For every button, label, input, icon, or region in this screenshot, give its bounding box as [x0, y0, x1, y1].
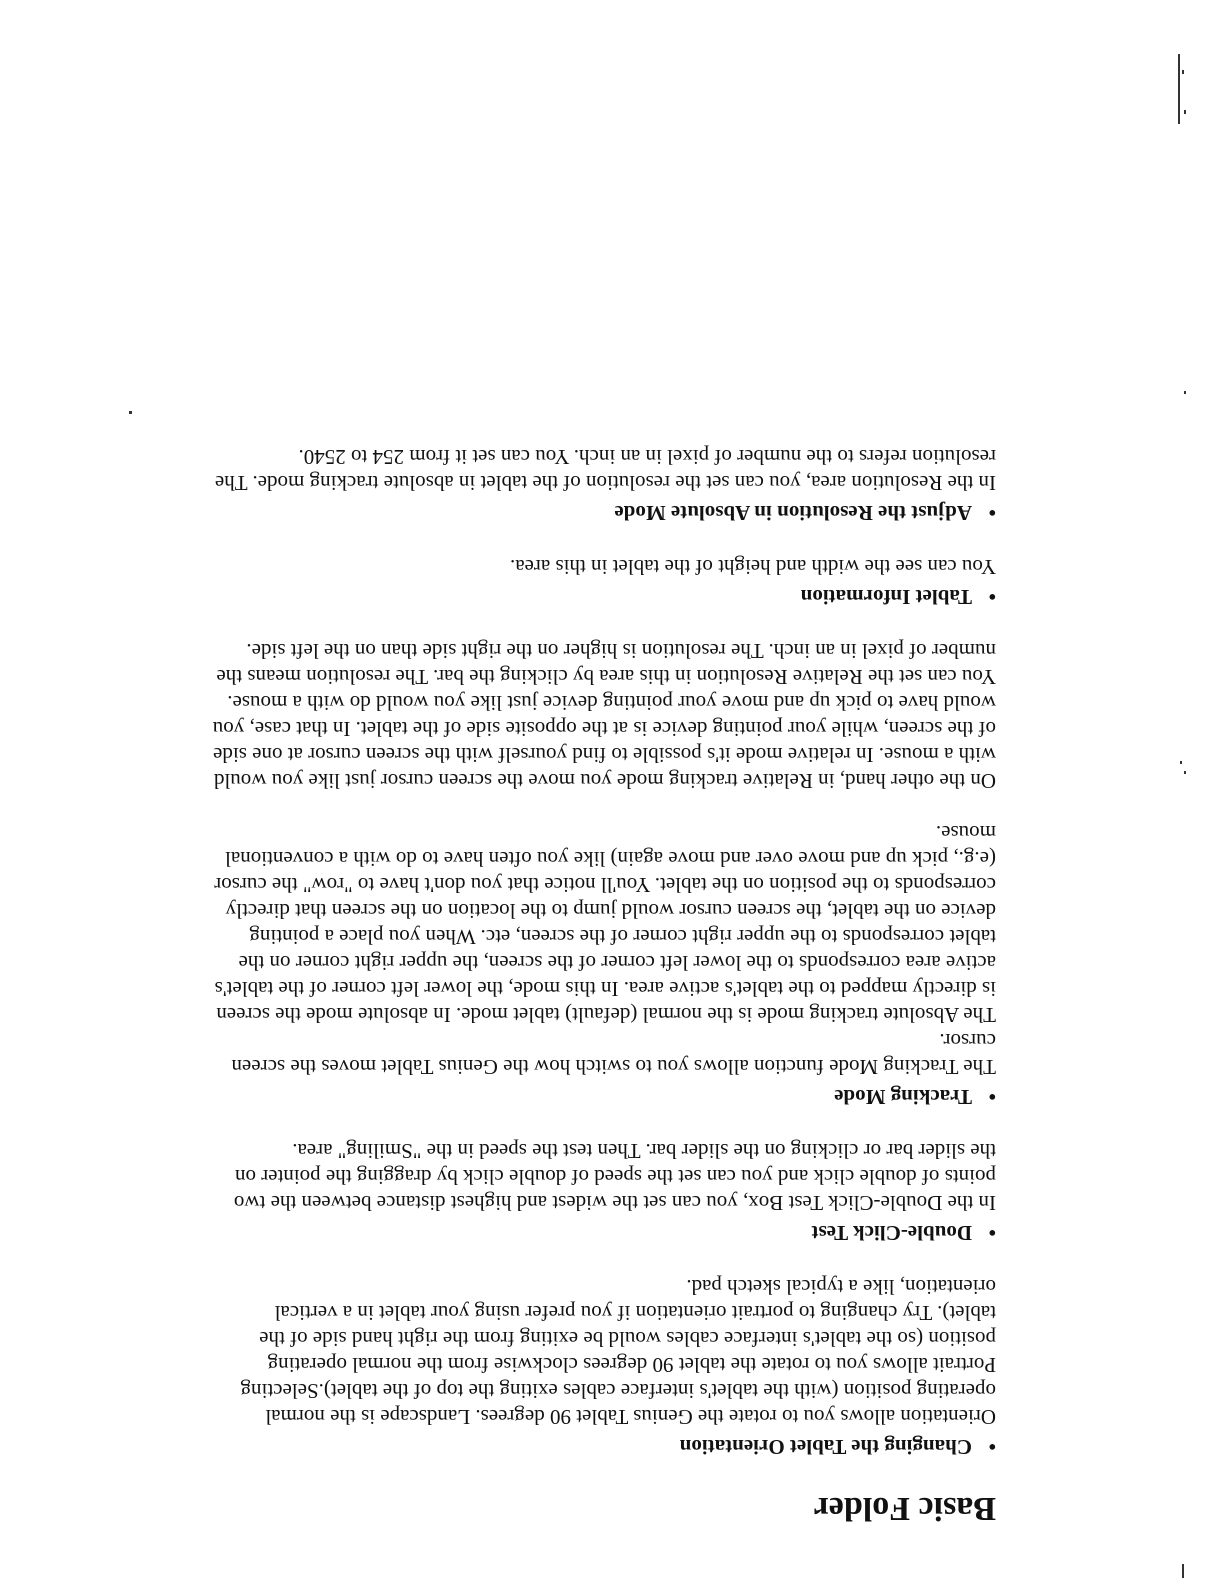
section-heading	[210, 500, 996, 526]
section-heading-text: Adjust the Resolution in Absolute Mode	[614, 501, 972, 525]
paragraph: The Absolute tracking mode is the normal (default) tablet mode. In absolute mode the screen is directly mapped to the tablet's active area. In this mode, the lower left corner of the tablet's active area corresponds to the lower left corner of the screen, the upper right corner on the tablet corresponds to the upper right corner of the screen, etc. When you place a pointing device on the tablet, the screen cursor would jump to the location on the screen that directly corresponds to the position on the tablet. You'll notice that you don't have to "row" the cursor (e.g., pick up and move over and move again) like you often have to do with a conventional mouse.	[214, 821, 996, 1027]
bullet-icon: •	[988, 585, 996, 609]
section-heading-text: Double-Click Test	[811, 1221, 972, 1245]
scan-mark	[1184, 391, 1186, 394]
section-tablet-orientation	[210, 1274, 996, 1460]
paragraph: On the other hand, in Relative tracking mode you move the screen cursor just like you would with a mouse. In relative mode it's possible to find yourself with the screen cursor at one side of the screen, while your pointing device is at the opposite side of the tablet. In that case, you would have to pick up and move your pointing device just like you would do with a mouse. You can set the Relative Resolution in this area by clicking the bar. The resolution means the number of pixel in an inch. The resolution is higher on the right side than on the left side.	[212, 639, 996, 793]
section-heading	[210, 584, 996, 610]
scan-mark	[1184, 110, 1186, 114]
section-heading-text: Tablet Information	[800, 585, 972, 609]
paragraph: You can see the width and height of the tablet in this area.	[510, 555, 996, 579]
bullet-icon: •	[988, 501, 996, 525]
section-tracking-mode	[210, 638, 996, 1110]
section-heading	[210, 1084, 996, 1110]
document-body	[210, 416, 996, 1528]
section-tablet-information	[210, 554, 996, 610]
bullet-icon: •	[988, 1435, 996, 1459]
section-heading	[210, 1434, 996, 1460]
scan-mark	[129, 411, 132, 414]
section-double-click-test	[210, 1138, 996, 1246]
paragraph: The Tracking Mode function allows you to switch how the Genius Tablet moves the screen cursor.	[231, 1029, 996, 1079]
section-absolute-resolution	[210, 444, 996, 526]
section-heading-text: Tracking Mode	[834, 1085, 972, 1109]
paragraph: In the Double-Click Test Box, you can set the widest and highest distance between the two points of double click and you can set the speed of double click by dragging the pointer on the slider bar or clicking on the slider bar. Then test the speed in the "Smiling" area.	[233, 1139, 996, 1215]
bullet-icon: •	[988, 1221, 996, 1245]
scan-mark	[1182, 1564, 1184, 1578]
page-title: Basic Folder	[813, 1490, 996, 1527]
bullet-icon: •	[988, 1085, 996, 1109]
paragraph: In the Resolution area, you can set the resolution of the tablet in absolute tracking mode. The resolution refers to the number of pixel in an inch. You can set it from 254 to 2540.	[214, 445, 996, 495]
section-heading	[210, 1220, 996, 1246]
scan-mark	[1180, 761, 1182, 764]
section-heading-text: Changing the Tablet Orientation	[679, 1435, 972, 1459]
scan-mark	[1184, 771, 1186, 774]
scan-mark	[1182, 70, 1184, 74]
scan-mark	[1178, 54, 1180, 124]
paragraph: Orientation allows you to rotate the Genius Tablet 90 degrees. Landscape is the normal operating position (with the tablet's interface cables exiting the top of the tablet).Selecting Portrait allows you to rotate the tablet 90 degrees clockwise from the normal operating position (so the tablet's interface cables would be exiting from the right hand side of the tablet). Try changing to portrait orientation if you prefer using your tablet in a vertical orientation, like a typical sketch pad.	[240, 1275, 996, 1429]
